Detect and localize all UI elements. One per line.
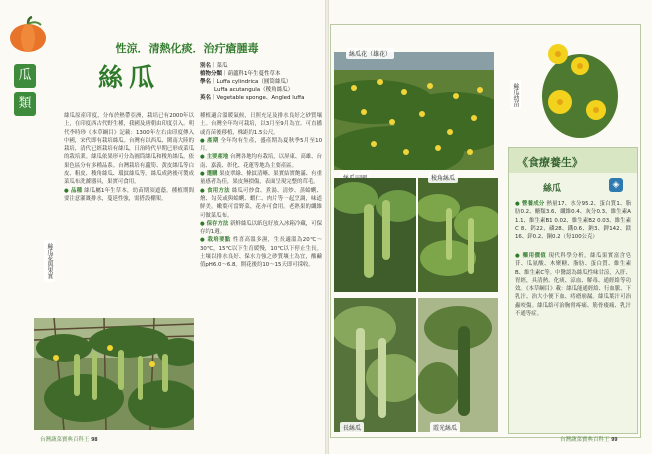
- page-subtitle: 性涼．清熱化痰．治疔瘡腫毒: [115, 42, 259, 55]
- nutrition-text: ● 營養成分 熱量17、水分95.2、蛋白質1、脂肪0.2、醣類3.6、纖維0.4、灰分0.3、維生素A 1.1、維生素B1 0.02、維生素B2 0.03、維生素C 8、鈣22、磷28、鐵0.6、鈉3、鉀142、鎂16、鋅0.2、銅0.2（每100公克）: [515, 201, 631, 241]
- section-tab-2[interactable]: 類: [14, 92, 36, 116]
- gourd-photo-bottom-left[interactable]: [334, 298, 416, 432]
- photo-caption-2: 稜角絲瓜: [428, 172, 458, 183]
- text-column-2: 種植適合溫暖氣候，日照充足及排水良好之砂質壤土。台灣全年均可栽培，以3月至9月為宜。可直播或育苗後移植，株距約1.5公尺。 ● 產期 全年均有生產，盛產期為夏秋季5月至10月。 ● 主要產地 台灣各地均有栽培，以屏東、高雄、台南、嘉義、彰化、花蓮等地為主要產區。 ● 選購 果皮翠綠、條紋清晰、果實結實飽滿、有重量感者為佳，果皮無損傷，表面呈現完整的茸毛。 ● 食用方法 絲瓜可炒食、煮湯、清炒、蒸蛤蜊、燴、勾芡或與蛤蜊、蝦仁、肉片等一起烹調，味道鮮美。嫩葉可當野菜，花亦可食用。老熟果的纖維可做菜瓜布。 ● 保存方法 新鮮絲瓜以紙包好放入冰箱冷藏，可保存約1週。 ● 栽培要點 性喜高溫多濕，生長適溫為20℃～30℃，15℃以下生育緩慢，10℃以下停止生長。土壤以排水良好、保水力強之砂質壤土為宜，酸鹼值pH6.0～6.8。開花後約10～15天即可採收。: [200, 113, 322, 269]
- meta-row: 別名｜菜瓜: [200, 63, 228, 69]
- trellis-photo[interactable]: [34, 318, 194, 430]
- meta-row: Luffa acutangula（稜角絲瓜）: [214, 87, 294, 93]
- footer-left: 台灣蔬菜寶典百科王 98: [40, 437, 98, 443]
- gourd-photo-left[interactable]: [334, 178, 416, 292]
- meta-row: 植物分類｜葫蘆科1年生蔓性草本: [200, 71, 281, 77]
- footer-right: 台灣蔬菜寶典百科王 99: [560, 437, 618, 443]
- flower-caption: 絲瓜幼苗: [510, 80, 521, 110]
- field-photo-mid[interactable]: [418, 178, 498, 292]
- meta-row: 學名｜Luffa cylindrica（圓筒絲瓜）: [200, 79, 292, 85]
- photo-caption-0: 絲瓜花（雄花）: [346, 48, 394, 59]
- plant-meta: [200, 62, 322, 102]
- pumpkin-icon: [8, 16, 48, 54]
- field-photo-top[interactable]: [334, 52, 494, 170]
- photo-caption-3: 長絲瓜: [340, 422, 364, 433]
- medical-text: ● 藥用價值 現代科學分析，絲瓜果實富含皂苷、瓜氨酸、木聚糖、脂肪、蛋白質、維生素B、維生素C等。中醫認為絲瓜性味甘涼，入肝、胃經，具清熱、化痰、涼血、解毒、通經絡等功效。《本草綱目》載：絲瓜能通經絡、行血脈、下乳汁、治大小便下血、痔瘡崩漏。絲瓜葉汁可治蟲咬傷。絲瓜絡可治胸脅疼痛、筋骨痠痛、乳汁不通等症。: [515, 253, 631, 318]
- flower-photo[interactable]: [540, 40, 620, 140]
- therapy-box: [508, 147, 638, 434]
- section-tab-1[interactable]: 瓜: [14, 64, 36, 88]
- page-number-left: 98: [91, 437, 98, 443]
- gourd-photo-bottom-right[interactable]: [418, 298, 498, 432]
- therapy-box-name: 絲瓜: [543, 184, 562, 194]
- logo-icon: ◈: [609, 178, 623, 192]
- left-photo-caption: 絲瓜花與果實: [44, 240, 55, 282]
- photo-caption-4: 霞光絲瓜: [430, 422, 460, 433]
- meta-row: 英名｜Vegetable sponge、Angled luffa: [200, 95, 305, 101]
- text-column-1: 絲瓜原產印度，分布於熱帶亞洲，栽培已有2000年以上，在印度西古代野生種，我國及唐朝由印度引入。明代李時珍《本草綱目》記載：1300年左右由印度傳入中國，宋代即有栽培絲瓜。台灣有以西瓜、閩南大陸的栽培，清代已經栽培有絲瓜，日治時代早期已形成菜瓜的栽培業。絲瓜依果形可分為圓筒絲瓜和稜角絲瓜，依果色區分有多種品系。台灣栽培有蘆筍、黃皮絲瓜等白皮、粗皮、稜角絲瓜、環紋絲瓜等。絲瓜成熟後可製成菜瓜布洗滌器具，果實可食用。 ● 品種 絲瓜屬1年生草本，幼苗期須遮蔭。種植期間要注意灌溉排水，蔓延性強，需搭設棚架。: [64, 113, 194, 202]
- page-number-right: 99: [611, 437, 618, 443]
- therapy-box-title: 《食療養生》: [517, 156, 583, 169]
- book-gutter: [325, 0, 329, 454]
- page-title: 絲瓜: [97, 63, 160, 92]
